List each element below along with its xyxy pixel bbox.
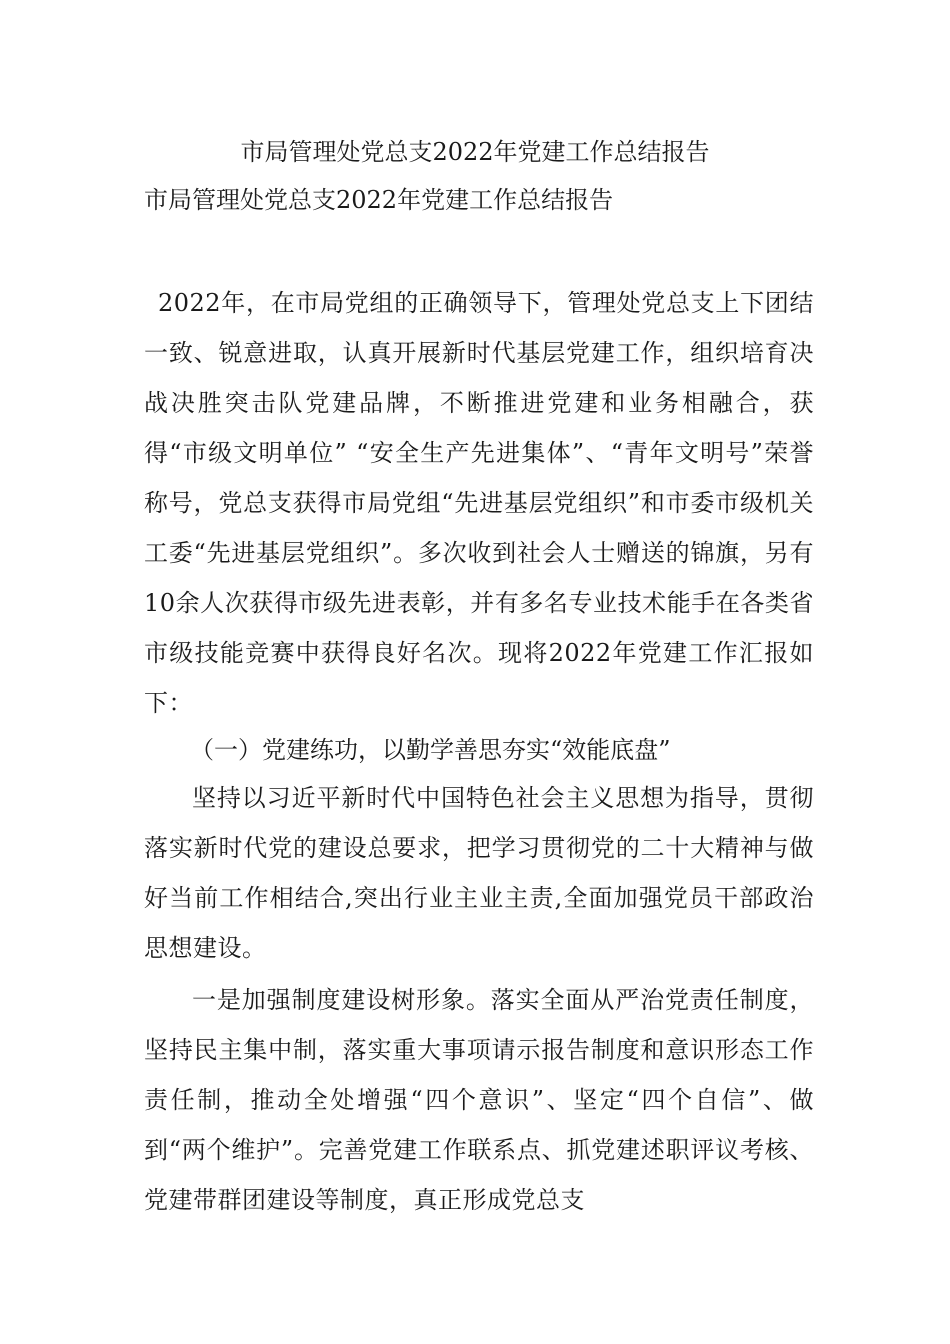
- section-1-item-1-paragraph: 一是加强制度建设树形象。落实全面从严治党责任制度，坚持民主集中制，落实重大事项请示报告制度和意识形态工作责任制，推动全处增强“四个意识”、坚定“四个自信”、做到“两个维护”。完善党建工作联系点、抓党建述职评议考核、党建带群团建设等制度，真正形成党总支: [144, 986, 814, 1214]
- document-title-left: 市局管理处党总支2022年党建工作总结报告: [144, 186, 614, 214]
- section-1-paragraph: 坚持以习近平新时代中国特色社会主义思想为指导，贯彻落实新时代党的建设总要求，把学习贯彻党的二十大精神与做好当前工作相结合,突出行业主业主责,全面加强党员干部政治思想建设。: [144, 784, 814, 962]
- section-heading-1: （一）党建练功，以勤学善思夯实“效能底盘”: [190, 736, 671, 764]
- document-title-centered: 市局管理处党总支2022年党建工作总结报告: [240, 138, 710, 166]
- intro-paragraph: 2022年，在市局党组的正确领导下，管理处党总支上下团结一致、锐意进取，认真开展新时代基层党建工作，组织培育决战决胜突击队党建品牌，不断推进党建和业务相融合，获得“市级文明单位” “安全生产先进集体”、“青年文明号”荣誉称号，党总支获得市局党组“先进基层党组织”和市委市级机关工委“先进基层党组织”。多次收到社会人士赠送的锦旗，另有10余人次获得市级先进表彰，并有多名专业技术能手在各类省市级技能竞赛中获得良好名次。现将2022年党建工作汇报如下：: [144, 289, 814, 717]
